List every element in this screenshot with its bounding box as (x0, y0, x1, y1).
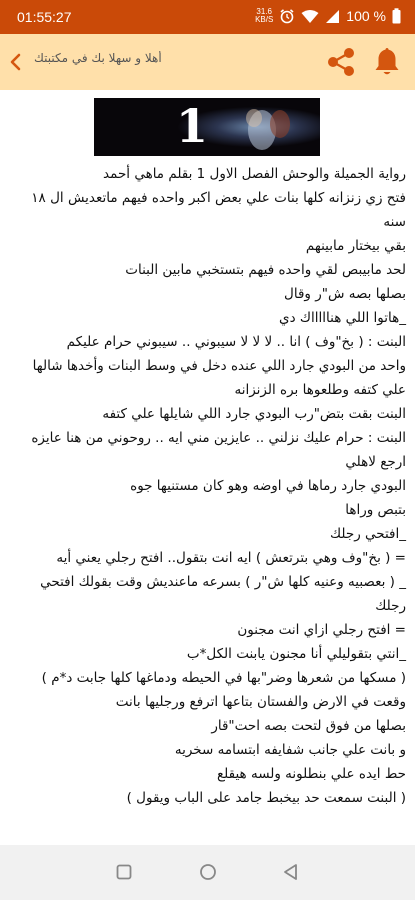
story-cover-image (94, 98, 320, 156)
data-speed-icon (255, 8, 273, 24)
story-line: ( مسكها من شعرها وضر"بها في الحيطه ودماغها كلها جابت د*م ) (41, 670, 406, 686)
story-line: بقي بيختار مابينهم (305, 238, 406, 254)
story-line: البنت : حرام عليك نزلني .. عايزين مني ايه .. روحوني من هنا عايزه ارجع لاهلي (31, 430, 406, 470)
alarm-icon (279, 8, 295, 24)
status-time: 01:55:27 (17, 9, 72, 25)
data-speed-value: 31.6 (256, 7, 272, 16)
story-line: و بانت علي جانب شفايفه ابتسامه سخريه (174, 742, 406, 758)
back-triangle-icon[interactable] (282, 863, 300, 881)
battery-icon (392, 8, 401, 24)
story-line: واحد من البودي جارد اللي عنده دخل في وسط البنات وأخدها شالها علي كتفه وطلعوها بره الزنزانه (32, 358, 406, 398)
recents-square-icon[interactable] (115, 863, 133, 881)
story-line: البنت بقت بتض"رب البودي جارد اللي شايلها علي كتفه (102, 406, 406, 422)
story-line: بصلها من فوق لتحت بصه احت"قار (211, 718, 406, 734)
story-text (10, 162, 406, 810)
story-line: = افتح رجلي ازاي انت مجنون (237, 622, 406, 638)
story-line: _هاتوا اللي هناااااك دي (279, 310, 406, 326)
status-icons (255, 8, 401, 24)
home-circle-icon[interactable] (199, 863, 217, 881)
story-line: وقعت في الارض والفستان بتاعها اترفع ورجليها بانت (115, 694, 406, 710)
battery-percent: 100 % (346, 8, 386, 24)
app-title: أهلا و سهلا بك في مكتبتك (34, 51, 162, 65)
story-line: _افتحي رجلك (330, 526, 406, 542)
story-line: البنت : ( بخ"وف ) انا .. لا لا لا سيبوني .. سيبوني حرام عليكم (66, 334, 406, 350)
back-chevron-icon[interactable] (6, 52, 26, 72)
story-line: رواية الجميلة والوحش الفصل الاول 1 بقلم ماهي أحمد (103, 166, 406, 182)
story-line: ( البنت سمعت حد بيخبط جامد على الباب ويقول ) (126, 790, 406, 806)
story-line: _ ( بعصبيه وعنيه كلها ش"ر ) بسرعه ماعنديش وقت بقولك افتحي رجلك (40, 574, 406, 614)
story-line: حط ايده علي بنطلونه ولسه هيقلع (217, 766, 406, 782)
story-line: فتح زي زنزانه كلها بنات علي بعض اكبر واحده فيهم ماتعديش ال ١٨ سنه (31, 190, 406, 230)
system-nav-bar (0, 845, 415, 900)
share-icon[interactable] (324, 45, 358, 79)
status-bar (0, 0, 415, 34)
story-line: لحد مابيبص لقي واحده فيهم بتستخبي مابين البنات (125, 262, 406, 278)
story-line: البودي جارد رماها في اوضه وهو كان مستنيها جوه (130, 478, 406, 494)
story-content[interactable] (0, 90, 415, 845)
signal-icon (325, 9, 340, 24)
data-speed-unit: KB/S (255, 15, 274, 24)
story-line: بتبص وراها (345, 502, 406, 518)
story-line: = ( بخ"وف وهي بترتعش ) ايه انت بتقول.. افتح رجلي يعني أيه (56, 550, 406, 566)
app-bar (0, 34, 415, 91)
story-line: بصلها بصه ش"ر وقال (284, 286, 406, 302)
cover-number: 1 (176, 99, 209, 153)
wifi-icon (301, 9, 319, 24)
bell-icon[interactable] (370, 45, 404, 79)
story-line: _انتي بتقوليلي أنا مجنون يابنت الكل*ب (186, 646, 406, 662)
